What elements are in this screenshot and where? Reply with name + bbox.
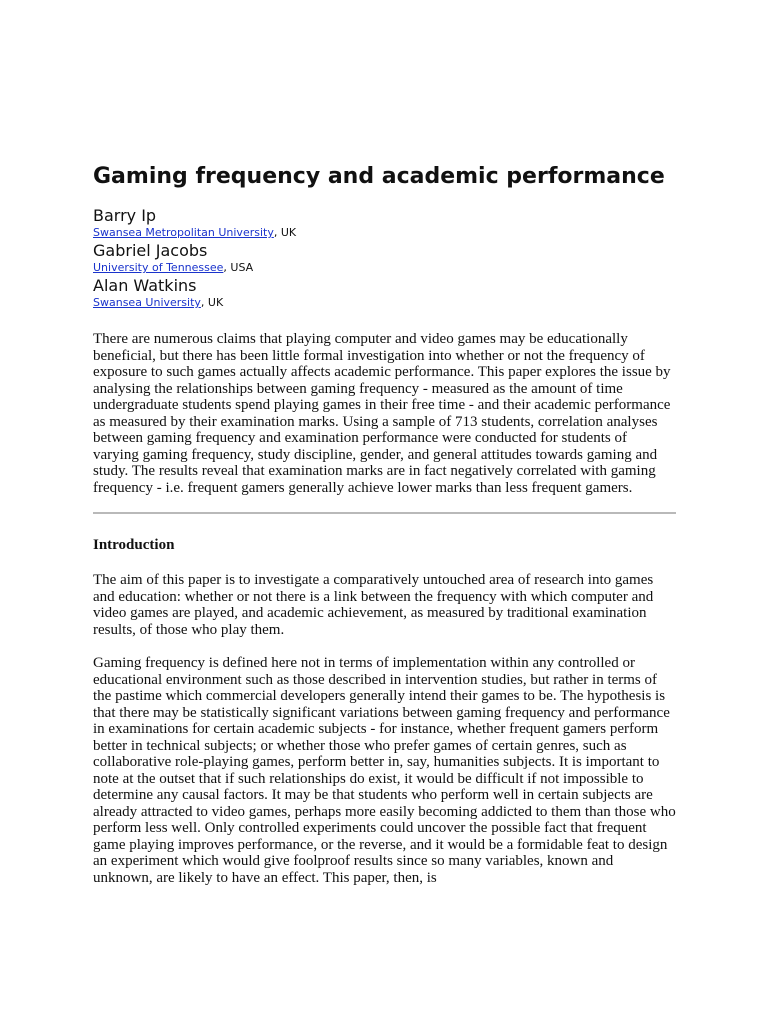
paper-page [93,163,676,886]
institution-link[interactable]: Swansea University [93,296,201,309]
author-affiliation [93,225,676,240]
author-block [93,276,676,310]
author-name: Gabriel Jacobs [93,241,208,260]
author-name: Barry Ip [93,206,157,225]
abstract-text: There are numerous claims that playing computer and video games may be educationally beneficial, but there has been little formal investigation into whether or not the frequency of exposure to such games actually affects academic performance. This paper explores the issue by analysing the relationships between gaming frequency - measured as the amount of time undergraduate students spend playing games in their free time - and their academic performance as measured by their examination marks. Using a sample of 713 students, correlation analyses between gaming frequency and examination performance were conducted for students of varying gaming frequency, study discipline, gender, and general attitudes towards gaming and study. The results reveal that examination marks are in fact negatively correlated with gaming frequency - i.e. frequent gamers generally achieve lower marks than less frequent gamers. [93,331,671,496]
paper-title: Gaming frequency and academic performance [93,164,665,189]
body-paragraph: The aim of this paper is to investigate a comparatively untouched area of research into games and education: whether or not there is a link between the frequency with which computer and video games are played, and academic achievement, as measured by traditional examination results, of those who play them. [93,572,654,638]
author-name: Alan Watkins [93,276,197,295]
country-label: , UK [200,296,224,309]
author-block [93,241,676,275]
institution-link[interactable]: University of Tennessee [93,261,224,274]
author-affiliation [93,260,676,275]
section-heading-introduction: Introduction [93,537,175,553]
country-label: , USA [223,261,254,274]
author-affiliation [93,295,676,310]
body-paragraph: Gaming frequency is defined here not in terms of implementation within any controlled or educational environment such as those described in intervention studies, but rather in terms of the pastime which commercial developers generally intend their games to be. The hypothesis is that there may be statistically significant variations between gaming frequency and performance in examinations for certain academic subjects - for instance, whether frequent gamers perform better in technical subjects; or whether those who prefer games of certain genres, such as collaborative role-playing games, perform better in, say, humanities subjects. It is important to note at the outset that if such relationships do exist, it would be difficult if not impossible to determine any causal factors. It may be that students who perform well in certain subjects are already attracted to video games, perhaps more easily becoming addicted to them than those who perform less well. Only controlled experiments could uncover the possible fact that frequent game playing improves performance, or the reverse, and it would be a formidable feat to design an experiment which would give foolproof results since so many variables, known and unknown, are likely to have an effect. This paper, then, is [93,655,676,886]
country-label: , UK [273,226,297,239]
author-block [93,206,676,240]
institution-link[interactable]: Swansea Metropolitan University [93,226,274,239]
section-divider [93,512,676,514]
